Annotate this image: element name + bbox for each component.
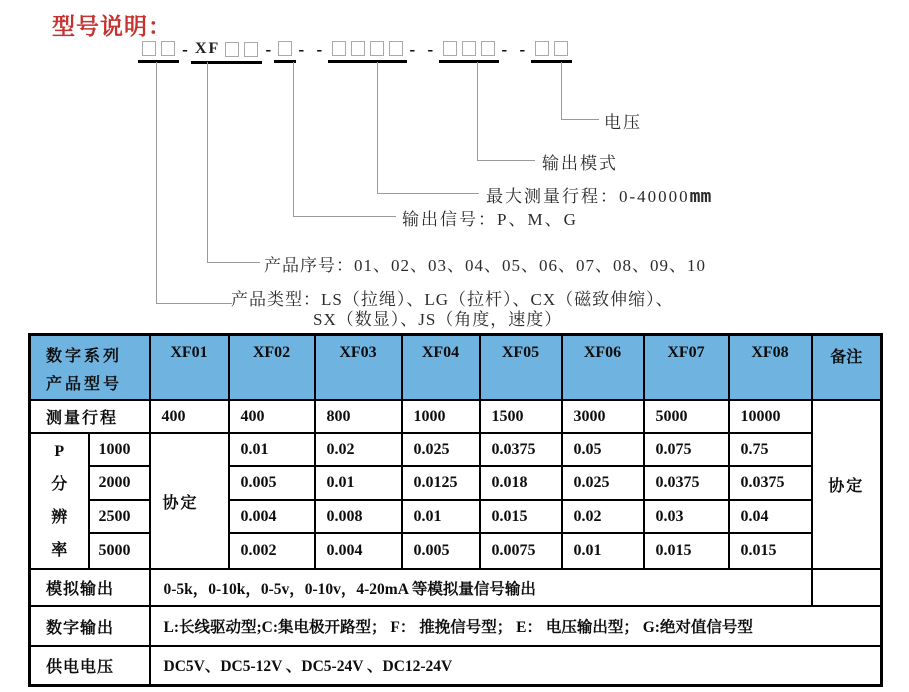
resolution-cell: 0.02 — [562, 500, 644, 533]
resolution-cell: 0.03 — [644, 500, 729, 533]
connector-output-mode — [477, 62, 535, 161]
power-voltage-row — [30, 646, 882, 685]
code-box — [370, 41, 384, 56]
code-box — [225, 42, 239, 57]
resolution-cell: 0.01 — [229, 433, 315, 466]
label-voltage: 电压 — [604, 113, 642, 132]
travel-cell: 400 — [229, 400, 315, 433]
digital-output-label: 数字输出 — [30, 606, 150, 646]
resolution-cell: 0.0075 — [480, 533, 562, 569]
code-separator: - — [182, 40, 188, 59]
code-box — [554, 41, 568, 56]
resolution-cell: 0.075 — [644, 433, 729, 466]
model-code-format — [138, 40, 572, 64]
resolution-cell: 0.0375 — [644, 466, 729, 500]
max-travel-text: 最大测量行程：0-40000 — [486, 187, 690, 206]
resolution-cell: 0.0125 — [402, 466, 480, 500]
power-voltage-value: DC5V、DC5-12V 、DC5-24V 、DC12-24V — [150, 646, 882, 685]
spec-table — [28, 333, 883, 687]
travel-cell: 1000 — [402, 400, 480, 433]
resolution-range: 2000 — [89, 466, 150, 500]
label-output-signal: 输出信号：P、M、G — [402, 210, 578, 229]
model-code-group-series — [191, 40, 262, 64]
header-model-cell: XF03 — [315, 335, 402, 401]
resolution-cell: 0.01 — [402, 500, 480, 533]
resolution-cell: 0.005 — [402, 533, 480, 569]
pcol-char: P — [54, 443, 65, 460]
resolution-cell: 0.0375 — [480, 433, 562, 466]
resolution-cell: 0.05 — [562, 433, 644, 466]
resolution-cell: 0.04 — [729, 500, 812, 533]
code-separator: - - — [409, 40, 438, 59]
connector-product-type — [156, 62, 232, 304]
header-series-cell — [30, 335, 150, 401]
power-voltage-label: 供电电压 — [30, 646, 150, 685]
travel-cell: 10000 — [729, 400, 812, 433]
max-travel-unit: mm — [689, 186, 712, 207]
header-model-cell: XF08 — [729, 335, 812, 401]
code-box — [462, 41, 476, 56]
header-model-cell: XF06 — [562, 335, 644, 401]
code-box — [535, 41, 549, 56]
code-separator: - — [265, 40, 272, 59]
digital-output-row — [30, 606, 882, 646]
model-code-group-travel — [328, 40, 407, 63]
resolution-cell: 0.0375 — [729, 466, 812, 500]
resolution-group-label — [30, 433, 89, 569]
analog-output-value: 0-5k，0-10k，0-5v，0-10v，4-20mA 等模拟量信号输出 — [150, 569, 812, 606]
resolution-row-1000 — [30, 433, 882, 466]
analog-output-row — [30, 569, 882, 606]
resolution-cell: 0.01 — [315, 466, 402, 500]
resolution-range: 1000 — [89, 433, 150, 466]
travel-row — [30, 400, 882, 433]
travel-cell: 3000 — [562, 400, 644, 433]
code-separator: - - — [298, 40, 327, 59]
label-product-serial: 产品序号：01、02、03、04、05、06、07、08、09、10 — [264, 256, 706, 275]
resolution-cell: 0.018 — [480, 466, 562, 500]
resolution-cell: 0.015 — [644, 533, 729, 569]
code-box — [244, 42, 258, 57]
resolution-cell: 0.015 — [729, 533, 812, 569]
code-box — [481, 41, 495, 56]
resolution-cell: 0.002 — [229, 533, 315, 569]
resolution-range: 2500 — [89, 500, 150, 533]
header-model-cell: XF05 — [480, 335, 562, 401]
resolution-cell: 0.015 — [480, 500, 562, 533]
product-type-line2: SX（数显）、JS（角度，速度） — [313, 310, 563, 329]
resolution-cell: 0.75 — [729, 433, 812, 466]
header-model-cell: XF02 — [229, 335, 315, 401]
xf01-agreement-cell: 协定 — [150, 433, 229, 569]
pcol-char: 分 — [51, 476, 68, 493]
resolution-cell: 0.025 — [562, 466, 644, 500]
label-max-travel — [486, 182, 711, 207]
table-header-row — [30, 335, 882, 401]
connector-output-signal — [293, 62, 396, 217]
code-separator: - - — [501, 40, 530, 59]
resolution-range: 5000 — [89, 533, 150, 569]
pcol-char: 辨 — [51, 509, 68, 526]
code-box — [351, 41, 365, 56]
resolution-cell: 0.004 — [315, 533, 402, 569]
model-code-group-manufacturer — [138, 40, 179, 63]
resolution-cell: 0.025 — [402, 433, 480, 466]
resolution-cell: 0.005 — [229, 466, 315, 500]
model-code-group-signal — [274, 40, 296, 63]
travel-cell: 5000 — [644, 400, 729, 433]
header-model-cell: XF01 — [150, 335, 229, 401]
header-model-cell: XF04 — [402, 335, 480, 401]
connector-voltage — [561, 62, 599, 120]
model-code-group-mode — [439, 40, 499, 63]
travel-label: 测量行程 — [30, 400, 150, 433]
page-title: 型号说明： — [52, 13, 172, 39]
product-type-line1: 产品类型：LS（拉绳）、LG（拉杆）、CX（磁致伸缩）、 — [231, 290, 674, 309]
pcol-char: 率 — [51, 542, 68, 559]
code-box — [278, 41, 292, 56]
code-box — [443, 41, 457, 56]
travel-cell: 1500 — [480, 400, 562, 433]
code-box — [332, 41, 346, 56]
model-code-group-voltage — [531, 40, 572, 63]
resolution-cell: 0.004 — [229, 500, 315, 533]
header-remark-cell: 备注 — [812, 335, 882, 401]
label-output-mode: 输出模式 — [542, 154, 618, 173]
resolution-cell: 0.008 — [315, 500, 402, 533]
remark-agreement-cell: 协定 — [812, 400, 882, 569]
travel-cell: 800 — [315, 400, 402, 433]
code-box — [161, 41, 175, 56]
digital-output-value: L:长线驱动型;C:集电极开路型； F： 推挽信号型； E： 电压输出型； G:绝对值信号型 — [150, 606, 882, 646]
header-model-cell: XF07 — [644, 335, 729, 401]
resolution-cell: 0.01 — [562, 533, 644, 569]
analog-output-label: 模拟输出 — [30, 569, 150, 606]
travel-cell: 400 — [150, 400, 229, 433]
header-series-line2: 产品型号 — [46, 376, 123, 393]
label-product-type — [231, 290, 674, 330]
resolution-cell: 0.02 — [315, 433, 402, 466]
code-box — [142, 41, 156, 56]
header-series-line1: 数字系列 — [46, 348, 123, 365]
code-box — [389, 41, 403, 56]
group-prefix: XF — [195, 40, 221, 57]
analog-remark-empty-cell — [812, 569, 882, 606]
